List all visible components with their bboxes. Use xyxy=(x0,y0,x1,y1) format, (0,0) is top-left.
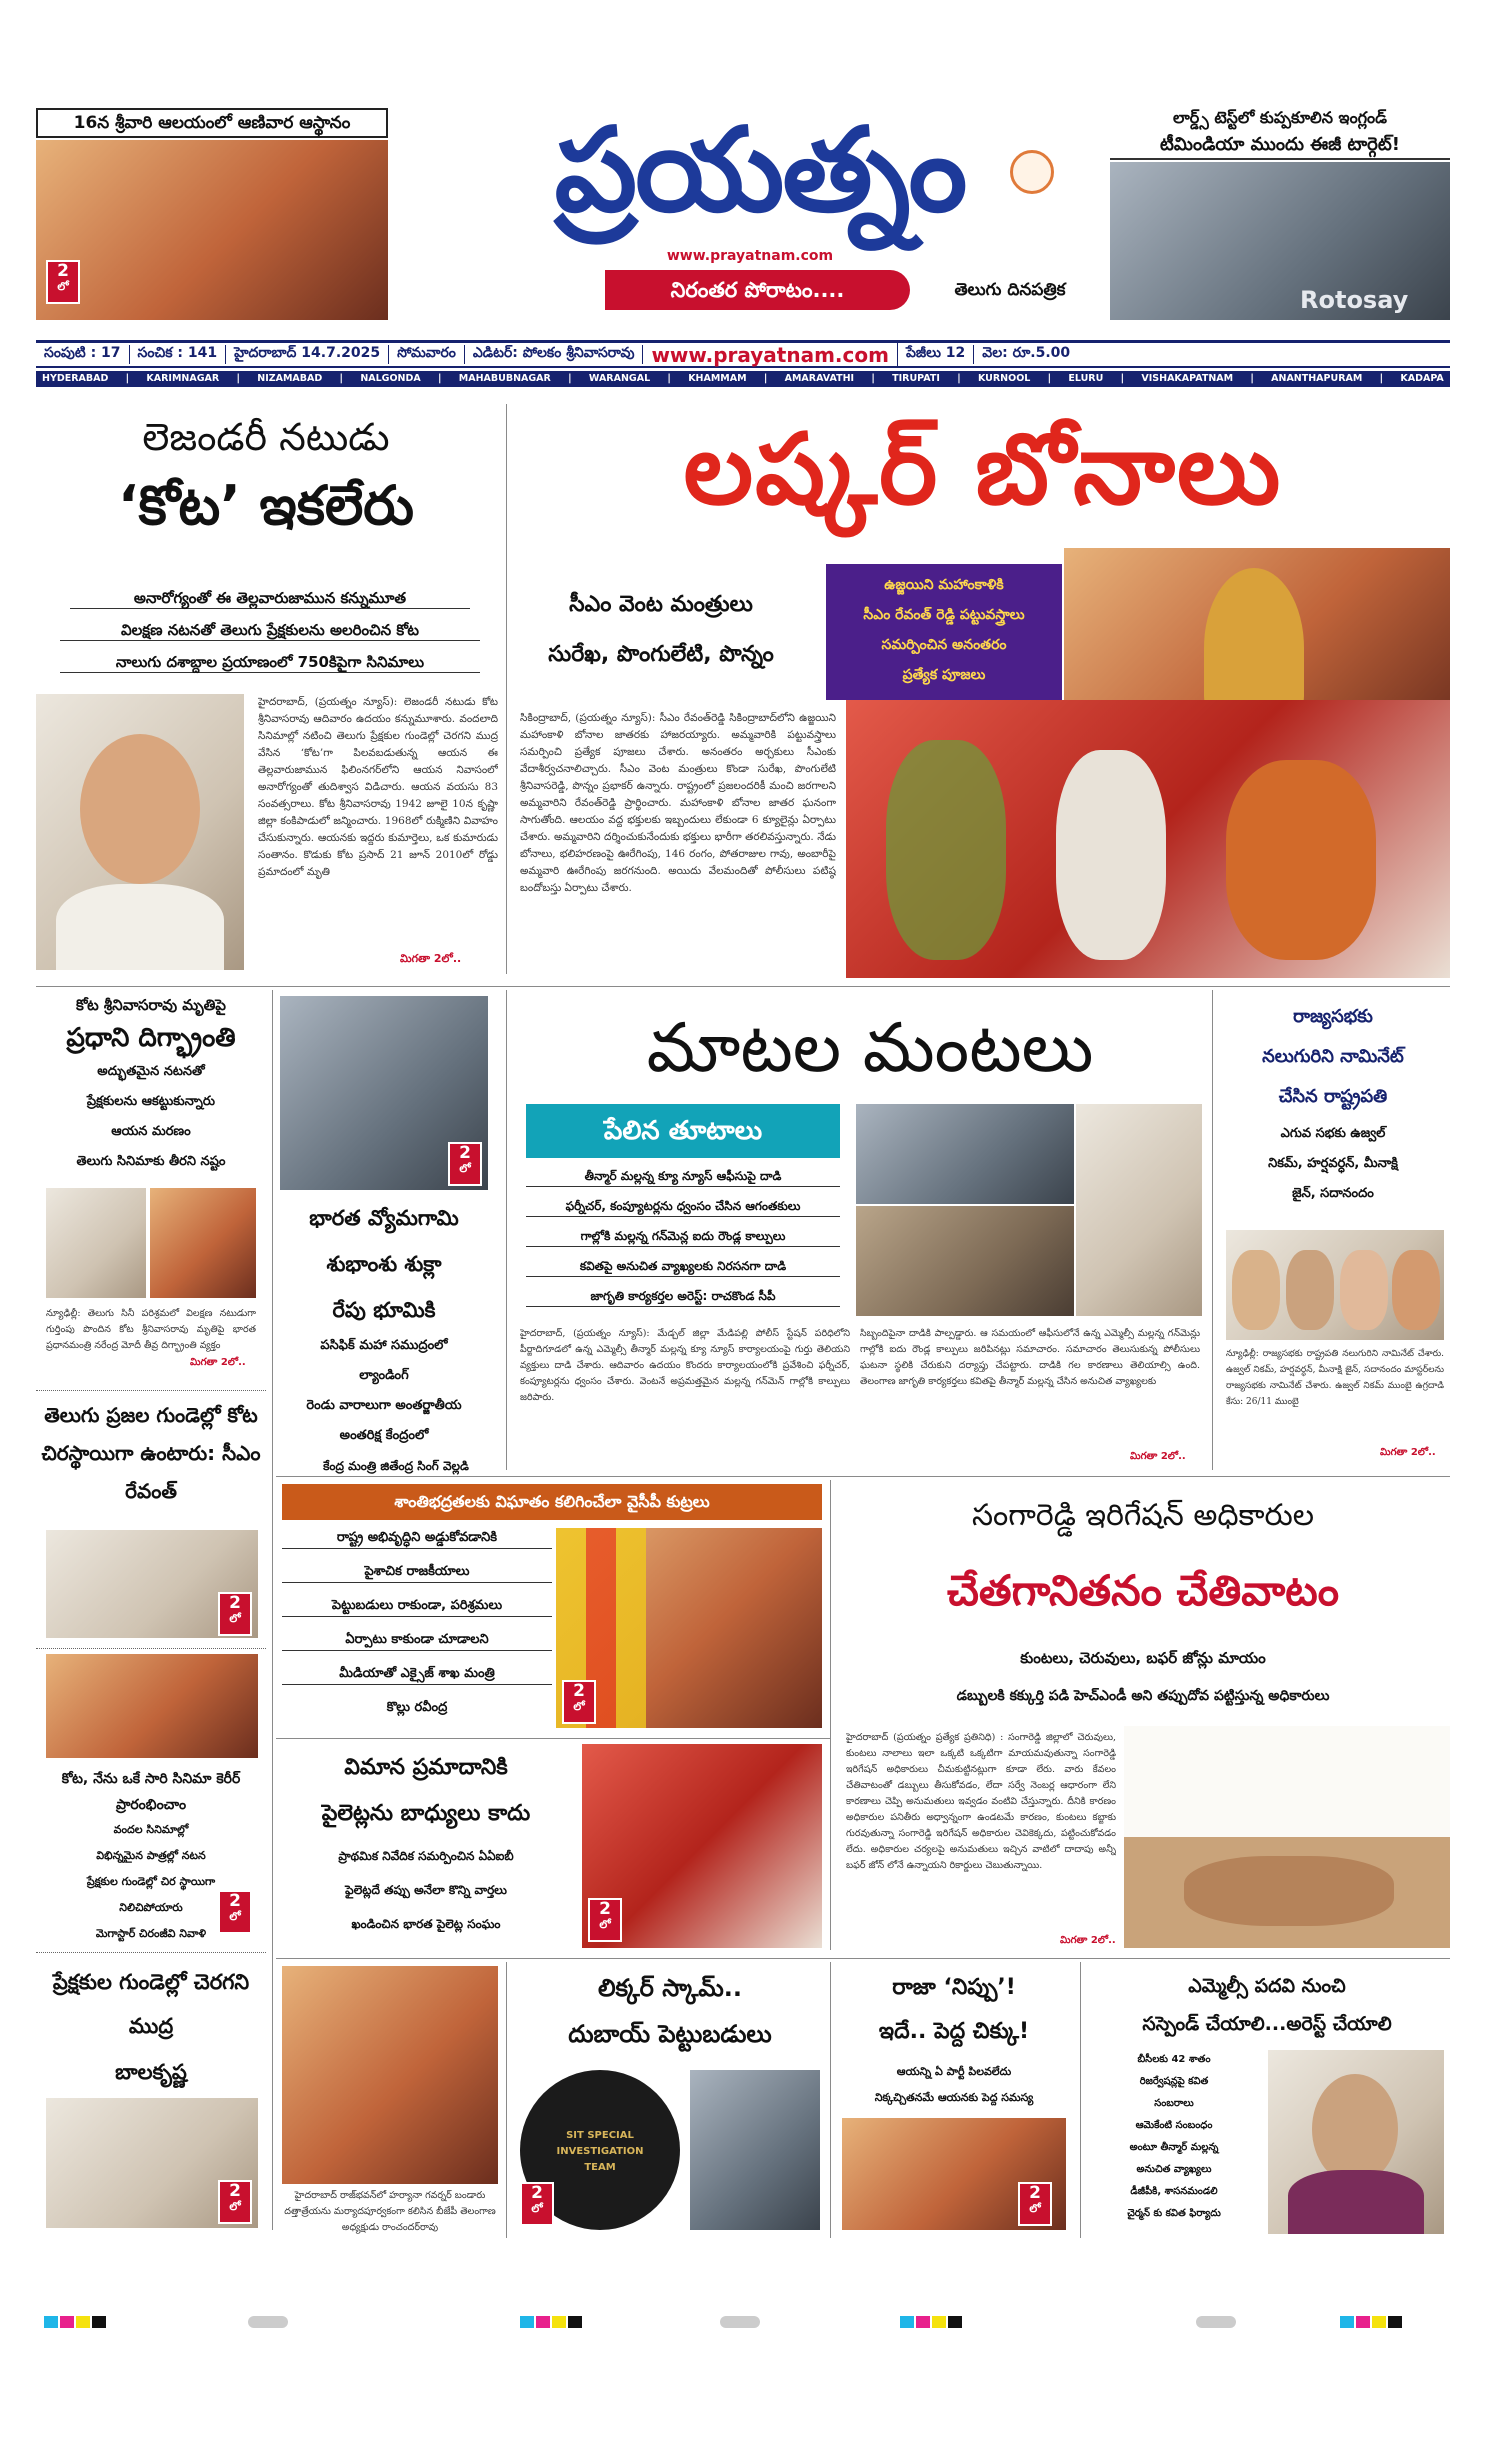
astronaut-headline1: భారత వ్యోమగామి xyxy=(309,1206,459,1230)
plane-headline1: విమాన ప్రమాదానికి xyxy=(344,1755,508,1780)
pages-label: పేజీలు 12 xyxy=(898,345,974,364)
sit-logo[interactable] xyxy=(520,2070,680,2230)
city-date-label: హైదరాబాద్ 14.7.2025 xyxy=(226,345,389,364)
balakrishna-photo[interactable] xyxy=(46,2098,258,2228)
raja-sub2: నిక్కచ్చితనమే ఆయనకు పెద్ద సమస్య xyxy=(874,2091,1034,2104)
city-item[interactable]: MAHABUBNAGAR xyxy=(458,373,551,384)
kota-headline: ‘కోట’ ఇకలేరు xyxy=(118,474,414,537)
bonalu-sub2: సురేఖ, పొంగులేటి, పొన్నం xyxy=(548,642,774,667)
left-teaser-title: 16న శ్రీవారి ఆలయంలో ఆణివార ఆస్థానం xyxy=(36,108,388,138)
kavitha-line: బీసీలకు 42 శాతం xyxy=(1137,2054,1211,2065)
box-line: ఉజ్జయిని మహాంకాళికి xyxy=(884,577,1004,593)
kota-kicker: లెజండరీ నటుడు xyxy=(142,415,390,459)
pm-sub1: అద్భుతమైన నటనతో xyxy=(97,1064,205,1079)
matala-sub: జాగృతి కార్యకర్తల అరెస్ట్: రాచకొండ సీపీ xyxy=(526,1286,840,1307)
liquor-headline1: లిక్కర్ స్కామ్.. xyxy=(597,1974,743,2002)
masthead-subtitle: తెలుగు దినపత్రిక xyxy=(954,280,1066,300)
rajyasabha-sub1: ఎగువ సభకు ఉజ్వల్ xyxy=(1280,1126,1386,1141)
rajyasabha-photos[interactable] xyxy=(1226,1230,1444,1340)
matala-more[interactable]: మిగతా 2లో.. xyxy=(1130,1451,1186,1462)
kavitha-headline1: ఎమ్మెల్సీ పదవి నుంచి xyxy=(1188,1975,1346,1997)
pm-body: న్యూఢిల్లీ: తెలుగు సినీ పరిశ్రమలో విలక్షణ నటుడుగా గుర్తింపు పొందిన కోట శ్రీనివాసరావు మృతిపై భారత ప్రధానమంత్రి నరేంద్ర మోదీ తీవ్ర దిగ్భ్రాంతి వ్యక్తం xyxy=(46,1308,256,1351)
matala-sub: గాల్లోకి మల్లన్న గన్‌మెన్ల ఐదు రౌండ్ల కాల్పులు xyxy=(526,1226,840,1247)
kavitha-line: సంబరాలు xyxy=(1154,2098,1194,2109)
governor-photo[interactable] xyxy=(282,1966,498,2184)
weekday-label: సోమవారం xyxy=(389,345,465,364)
masthead-website[interactable]: www.prayatnam.com xyxy=(666,248,834,264)
pm-modi-photo[interactable] xyxy=(150,1188,256,1298)
chiru-line: ప్రేక్షకుల గుండెల్లో చిర స్థాయిగా xyxy=(86,1875,216,1888)
page-2-badge[interactable]: 2 లో xyxy=(218,1890,252,1934)
page-2-badge[interactable]: 2 లో xyxy=(588,1898,622,1942)
kavitha-line: అనుచిత వ్యాఖ్యలు xyxy=(1136,2164,1212,2175)
raja-headline1: రాజా ‘నిప్పు’! xyxy=(892,1975,1016,2000)
page-2-badge[interactable]: 2 లో xyxy=(218,2180,252,2224)
kota-sub2: విలక్షణ నటనతో తెలుగు ప్రేక్షకులను అలరించిన కోట xyxy=(60,620,480,641)
kavitha-line: ఆమెకేంటి సంబంధం xyxy=(1135,2120,1213,2131)
plane-crash-photo[interactable] xyxy=(582,1744,822,1948)
irrigation-sub1: కుంటలు, చెరువులు, బఫర్ జోన్లు మాయం xyxy=(1020,1649,1266,1667)
ycp-sub: మీడియాతో ఎక్సైజ్ శాఖ మంత్రి xyxy=(282,1664,552,1685)
ycp-minister-photo[interactable] xyxy=(556,1528,822,1728)
governor-caption: హైదరాబాద్ రాజ్‌భవన్‌లో హర్యానా గవర్నర్ బండారు దత్తాత్రేయను మర్యాదపూర్వకంగా కలిసిన బీజేపీ తెలంగాణ అధ్యక్షుడు రాంచందర్‌రావు xyxy=(284,2190,496,2233)
ycp-sub: రాష్ట్ర అభివృద్ధిని అడ్డుకోవడానికి xyxy=(282,1528,552,1549)
plane-sub2: ఫైలెట్లదే తప్పు అనేలా కొన్ని వార్తలు xyxy=(345,1883,507,1897)
city-item[interactable]: KHAMMAM xyxy=(688,373,747,384)
liquor-person-photo[interactable] xyxy=(690,2070,820,2230)
page-2-badge[interactable]: 2 లో xyxy=(448,1142,482,1186)
box-line: సీఎం రేవంత్ రెడ్డి పట్టువస్త్రాలు xyxy=(863,607,1025,623)
astronaut-sub1: పసిఫిక్ మహా సముద్రంలో xyxy=(320,1338,448,1353)
balakrishna-name: బాలకృష్ణ xyxy=(115,2060,187,2084)
chiru-line: నిలిచిపోయారు xyxy=(119,1901,183,1914)
raja-photo[interactable] xyxy=(842,2118,1066,2230)
balakrishna-headline: ప్రేక్షకుల గుండెల్లో చెరగని ముద్ర xyxy=(52,1970,250,2038)
ycp-sub: పైశాచిక రాజకీయాలు xyxy=(282,1562,552,1583)
issue-label: సంచిక : 141 xyxy=(130,345,227,364)
right-teaser-line1: లార్డ్స్ టెస్ట్‌లో కుప్పకూలిన ఇంగ్లండ్ xyxy=(1173,108,1387,127)
matala-headline: మాటల మంటలు xyxy=(646,1009,1094,1088)
left-teaser-photo[interactable] xyxy=(36,140,388,320)
rajyasabha-body: న్యూఢిల్లీ: రాజ్యసభకు రాష్ట్రపతి నలుగురిని నామినేట్ చేశారు. ఉజ్వల్ నికమ్, హర్షవర్ధన్, మీనాక్షి జైన్, సదానందం మాస్టర్‌లను రాజ్యసభకు నామినేట్ చేశారు. ఉజ్వల్ నికమ్ ముంబై ఉగ్రదాడి కేసు: 26/11 ముంబై xyxy=(1226,1349,1444,1407)
pm-sub3: ఆయన మరణం xyxy=(111,1124,191,1139)
pm-sub2: ప్రేక్షకులను ఆకట్టుకున్నారు xyxy=(86,1094,216,1109)
city-item[interactable]: ANANTHAPURAM xyxy=(1271,373,1363,384)
rajyasabha-sub3: జైన్, సదానందం xyxy=(1292,1186,1374,1201)
website-link[interactable]: www.prayatnam.com xyxy=(643,343,898,367)
astronaut-sub3: రెండు వారాలుగా అంతర్జాతీయ xyxy=(306,1398,462,1413)
rajyasabha-headline3: చేసిన రాష్ట్రపతి xyxy=(1278,1086,1388,1107)
editor-label: ఎడిటర్: పోలకం శ్రీనివాసరావు xyxy=(465,345,644,364)
kavitha-photo[interactable] xyxy=(1268,2050,1444,2234)
info-bar xyxy=(36,340,1450,368)
matala-body1: హైదరాబాద్, (ప్రయత్నం న్యూస్): మేడ్చల్ జిల్లా మేడిపల్లి పోలీస్ స్టేషన్ పరిధిలోని పీర్జాదిగూడలో ఉన్న ఎమ్మెల్సీ తీన్మార్ మల్లన్న క్యూ న్యూస్ కార్యాలయంపై గుర్తు తెలియని వ్యక్తులు దాడి చేశారు. ఆదివారం ఉదయం కొందరు కార్యాలయంలోకి ప్రవేశించి ఫర్నీచర్, కంప్యూటర్లను ధ్వంసం చేశారు. వెంటనే అప్రమత్తమైన మల్లన్న గన్‌మెన్ గాల్లోకి కాల్పులు జరిపారు. xyxy=(520,1328,850,1403)
irrigation-headline2: చేతగానితనం చేతివాటం xyxy=(946,1566,1340,1615)
rajyasabha-sub2: నికమ్, హర్షవర్ధన్, మీనాక్షి xyxy=(1268,1156,1398,1171)
masthead-emblem xyxy=(1010,150,1054,194)
masthead-tagline: నిరంతర పోరాటం.... xyxy=(605,270,910,310)
rajyasabha-headline2: నలుగురిని నామినేట్ xyxy=(1262,1046,1404,1067)
matala-box: పేలిన తూటాలు xyxy=(526,1104,840,1158)
ycp-sub: ఏర్పాటు కాకుండా చూడాలని xyxy=(282,1630,552,1651)
city-item[interactable]: NIZAMABAD xyxy=(257,373,323,384)
volume-label: సంపుటి : 17 xyxy=(36,345,130,364)
matala-sub: కవితపై అనుచిత వ్యాఖ్యలకు నిరసనగా దాడి xyxy=(526,1256,840,1277)
chiru-line: మెగాస్టార్ చిరంజీవి నివాళి xyxy=(95,1927,207,1940)
page-2-badge[interactable]: 2 లో xyxy=(46,260,80,304)
kota-more[interactable]: మిగతా 2లో.. xyxy=(400,952,462,965)
revanth-photo[interactable] xyxy=(46,1530,258,1638)
matala-sub: తీన్మార్ మల్లన్న క్యూ న్యూస్ ఆఫీసుపై దాడి xyxy=(526,1166,840,1187)
right-teaser-photo[interactable] xyxy=(1110,162,1450,320)
city-item[interactable]: KURNOOL xyxy=(977,373,1031,384)
page-2-badge[interactable]: 2 లో xyxy=(1018,2182,1052,2226)
kota-body: హైదరాబాద్, (ప్రయత్నం న్యూస్): లెజండరీ నటుడు కోట శ్రీనివాసరావు ఆదివారం ఉదయం కన్నుమూశారు. వందలాది సినిమాల్లో నటించి తెలుగు ప్రేక్షకుల గుండెల్లో చెరగని ముద్ర వేసిన ‘కోట’గా పిలవబడుతున్న ఆయన ఈ తెల్లవారుజామున ఫిలింనగర్‌లోని ఆయన నివాసంలో అనారోగ్యంతో తుదిశ్వాస విడిచారు. ఆయన వయసు 83 సంవత్సరాలు. కోట శ్రీనివాసరావు 1942 జూలై 10న కృష్ణా జిల్లా కంకిపాడులో జన్మించారు. 1968లో రుక్మిణిని వివాహం చేసుకున్నారు. ఆయనకు ఇద్దరు కుమార్తెలు, ఒక కుమారుడు సంతానం. కొడుకు కోట ప్రసాద్ 21 జూన్ 2010లో రోడ్డు ప్రమాదంలో మృతి xyxy=(258,696,498,878)
page-2-badge[interactable]: 2 లో xyxy=(520,2182,554,2226)
matala-photo-top[interactable] xyxy=(856,1104,1074,1204)
right-photo-caption: Rotosay xyxy=(1300,286,1409,314)
irrigation-sub2: డబ్బులకి కక్కుర్తి పడి హెచ్ఎండీ అని తప్పుదోవ పట్టిస్తున్న అధికారులు xyxy=(956,1688,1330,1704)
astronaut-headline3: రేపు భూమికి xyxy=(332,1298,436,1322)
kavitha-line: అంటూ తీన్మార్ మల్లన్న xyxy=(1129,2142,1219,2153)
bonalu-procession-photo[interactable] xyxy=(846,700,1450,978)
city-item[interactable]: ELURU xyxy=(1068,373,1104,384)
chiru-line: వందల సినిమాల్లో xyxy=(113,1823,189,1836)
ycp-banner: శాంతిభద్రతలకు విఘాతం కలిగించేలా వైసీపీ కుట్రలు xyxy=(282,1484,822,1520)
city-item[interactable]: NALGONDA xyxy=(360,373,421,384)
irrigation-cartoon[interactable] xyxy=(1124,1726,1450,1948)
city-item[interactable]: TIRUPATI xyxy=(892,373,940,384)
revanth-headline: తెలుగు ప్రజల గుండెల్లో కోట చిరస్థాయిగా ఉంటారు: సీఎం రేవంత్ xyxy=(41,1403,261,1503)
matala-photo-right[interactable] xyxy=(1076,1104,1202,1316)
pm-headline: ప్రధాని దిగ్భ్రాంతి xyxy=(66,1023,236,1053)
astronaut-headline2: శుభాంశు శుక్లా xyxy=(326,1252,442,1276)
plane-headline2: పైలెట్లను బాధ్యులు కాదు xyxy=(321,1801,531,1826)
liquor-headline2: దుబాయ్ పెట్టుబడులు xyxy=(568,2020,772,2048)
matala-body2: సిబ్బందిపైనా దాడికి పాల్పడ్డారు. ఆ సమయంలో ఆఫీసులోనే ఉన్న ఎమ్మెల్సీ మల్లన్న గన్‌మెన్లు గాల్లోకి ఐదు రౌండ్ల కాల్పులు జరిపినట్లు సమాచారం. సమాచారం తెలుసుకున్న పోలీసులు ఘటనా స్థలికి చేరుకుని దర్యాప్తు చేపట్టారు. దాడికి గల కారణాలు తెలియాల్సి ఉంది. తెలంగాణ జాగృతి కార్యకర్తలు కవితపై తీన్మార్ మల్లన్న చేసిన అనుచిత వ్యాఖ్యలకు xyxy=(860,1328,1200,1387)
chiru-photo[interactable] xyxy=(46,1654,258,1758)
kavitha-line: డీజీపీకి, శాసనమండలి xyxy=(1130,2186,1218,2197)
rajyasabha-more[interactable]: మిగతా 2లో.. xyxy=(1380,1447,1436,1458)
box-line: ప్రత్యేక పూజలు xyxy=(902,667,986,683)
bonalu-body: సికింద్రాబాద్, (ప్రయత్నం న్యూస్): సీఎం రేవంత్‌రెడ్డి సికింద్రాబాద్‌లోని ఉజ్జయిని మహాంకాళి బోనాల జాతరకు హాజరయ్యారు. అమ్మవారికి పట్టువస్త్రాలు సమర్పించి ప్రత్యేక పూజలు చేశారు. అనంతరం అర్చకులు సీఎంకు వేదాశీర్వచనాలిచ్చారు. సీఎం వెంట మంత్రులు కొండా సురేఖ, పొంగులేటి శ్రీనివాసరెడ్డి, పొన్నం ప్రభాకర్ ఉన్నారు. రాష్ట్రంలో ప్రజలందరికీ మంచి జరగాలని అమ్మవారిని రేవంత్‌రెడ్డి ప్రార్థించారు. మహాంకాళి బోనాల జాతర ఘనంగా సాగుతోంది. ఆలయం వద్ద భక్తులకు ఇబ్బందులు లేకుండా 6 క్యూలైన్లు ఏర్పాటు చేశారు. అమ్మవారిని దర్శించుకునేందుకు భక్తులు భారీగా తరలివస్తున్నారు. నేడు బోనాలు, భలిహరణంపై ఊరేగింపు, 146 రంగం, పోతరాజుల గావు, అంబారీపై అమ్మవారి ఊరేగింపు జరగనుంది. అయిదు వేలమందితో పోలీసులు పటిష్ఠ బందోబస్తు ఏర్పాటు చేశారు. xyxy=(520,712,836,894)
city-item[interactable]: AMARAVATHI xyxy=(784,373,855,384)
irrigation-more[interactable]: మిగతా 2లో.. xyxy=(1060,1935,1116,1946)
chiru-headline: కోట, నేను ఒకే సారి సినిమా కెరీర్ ప్రారంభించాం xyxy=(61,1771,241,1813)
plane-sub1: ప్రాథమిక నివేదిక సమర్పించిన ఏఏఐబీ xyxy=(338,1849,514,1863)
kavitha-headline2: సస్పెండ్ చేయాలి...అరెస్ట్ చేయాలి xyxy=(1142,2013,1392,2035)
pm-more[interactable]: మిగతా 2లో.. xyxy=(190,1357,246,1368)
city-bar: HYDERABAD | KARIMNAGAR | NIZAMABAD | NALGONDA | MAHABUBNAGAR | WARANGAL | KHAMMAM | AMARAVATHI | TIRUPATI | KURNOOL | ELURU | VISHAKAPATNAM | ANANTHAPURAM | KADAPA xyxy=(36,371,1450,387)
astronaut-sub2: ల్యాండింగ్ xyxy=(359,1368,409,1383)
right-teaser-line2: టీమిండియా ముందు ఈజీ టార్గెట్! xyxy=(1110,132,1450,160)
astronaut-sub5: కేంద్ర మంత్రి జితేంద్ర సింగ్ వెల్లడి xyxy=(323,1459,469,1473)
city-item[interactable]: VISHAKAPATNAM xyxy=(1141,373,1234,384)
irrigation-body: హైదరాబాద్ (ప్రయత్నం ప్రత్యేక ప్రతినిధి) : సంగారెడ్డి జిల్లాలో చెరువులు, కుంటలు నాలాలు ఇలా ఒక్కటి ఒక్కటిగా మాయమవుతున్నా సంగారెడ్డి ఇరిగేషన్ అధికారులు చీమకుట్టినట్లుగా కూడా లేరు. వారు కేవలం చేతివాటంతో డబ్బులు తీసుకోవడం, లేదా సర్వే నెంబర్ల ఆధారంగా లేని కారణాలు చెప్పి అనుమతులు ఇవ్వడం వంటివి చేస్తున్నారు. దీనికి కారణం అధికారుల పనితీరు అధ్వాన్నంగా ఉండటమే కారణం, కుంటలు కబ్జాకు గురవుతున్నా సంగారెడ్డి ఇరిగేషన్ అధికారుల చెవికెక్కదు, పట్టించుకోవడం లేదు. అధికారుల చర్యలపై అనుమతులు ఇచ్చిన వాటిలో దాదాపు అన్నీ బఫర్ జోన్ లోనే ఉన్నాయని రికార్డులు చెబుతున్నాయి. xyxy=(846,1732,1116,1871)
kavitha-line: రిజర్వేషన్లపై కవిత xyxy=(1139,2076,1209,2087)
city-item[interactable]: KADAPA xyxy=(1400,373,1444,384)
bonalu-highlight-box xyxy=(826,564,1062,700)
pm-kota-photo[interactable] xyxy=(46,1188,146,1298)
kota-sub1: అనారోగ్యంతో ఈ తెల్లవారుజామున కన్నుమూత xyxy=(70,588,470,609)
bonalu-sub1: సీఎం వెంట మంత్రులు xyxy=(569,592,753,617)
price-label: వెల: రూ.5.00 xyxy=(982,345,1071,361)
raja-headline2: ఇదే.. పెద్ద చిక్కు! xyxy=(878,2019,1030,2044)
matala-sub: ఫర్నీచర్, కంప్యూటర్లను ధ్వంసం చేసిన ఆగంతకులు xyxy=(526,1196,840,1217)
sit-logo-text: SIT SPECIAL INVESTIGATION TEAM xyxy=(556,2130,644,2173)
rajyasabha-headline1: రాజ్యసభకు xyxy=(1293,1006,1373,1027)
kota-sub3: నాలుగు దశాబ్దాల ప్రయాణంలో 750కిపైగా సినిమాలు xyxy=(60,652,480,673)
city-item[interactable]: HYDERABAD xyxy=(42,373,109,384)
astronaut-photo[interactable] xyxy=(280,996,488,1190)
ycp-sub: పెట్టుబడులు రాకుండా, పరిశ్రమలు xyxy=(282,1596,552,1617)
box-line: సమర్పించిన అనంతరం xyxy=(881,637,1007,653)
pm-kicker: కోట శ్రీనివాసరావు మృతిపై xyxy=(76,996,226,1014)
masthead-title: ప్రయత్నం xyxy=(554,103,966,238)
pm-sub4: తెలుగు సినిమాకు తీరని నష్టం xyxy=(76,1154,226,1169)
city-item[interactable]: WARANGAL xyxy=(588,373,651,384)
chiru-line: విభిన్నమైన పాత్రల్లో నటన xyxy=(96,1849,206,1862)
ycp-sub: కొల్లు రవీంద్ర xyxy=(386,1700,448,1715)
raja-sub1: ఆయన్ని ఏ పార్టీ పిలవలేదు xyxy=(896,2065,1012,2078)
city-item[interactable]: KARIMNAGAR xyxy=(146,373,220,384)
plane-sub3: ఖండించిన భారత పైలెట్ల సంఘం xyxy=(351,1917,501,1931)
page-2-badge[interactable]: 2 లో xyxy=(562,1680,596,1724)
irrigation-headline1: సంగారెడ్డి ఇరిగేషన్ అధికారుల xyxy=(972,1498,1314,1533)
bonalu-headline: లష్కర్ బోనాలు xyxy=(683,413,1283,527)
astronaut-sub4: అంతరిక్ష కేంద్రంలో xyxy=(339,1428,429,1443)
matala-photo-bottom[interactable] xyxy=(856,1206,1074,1316)
kavitha-line: చైర్మన్ కు కవిత ఫిర్యాదు xyxy=(1127,2208,1221,2219)
page-2-badge[interactable]: 2 లో xyxy=(218,1592,252,1636)
kota-photo[interactable] xyxy=(36,694,244,970)
